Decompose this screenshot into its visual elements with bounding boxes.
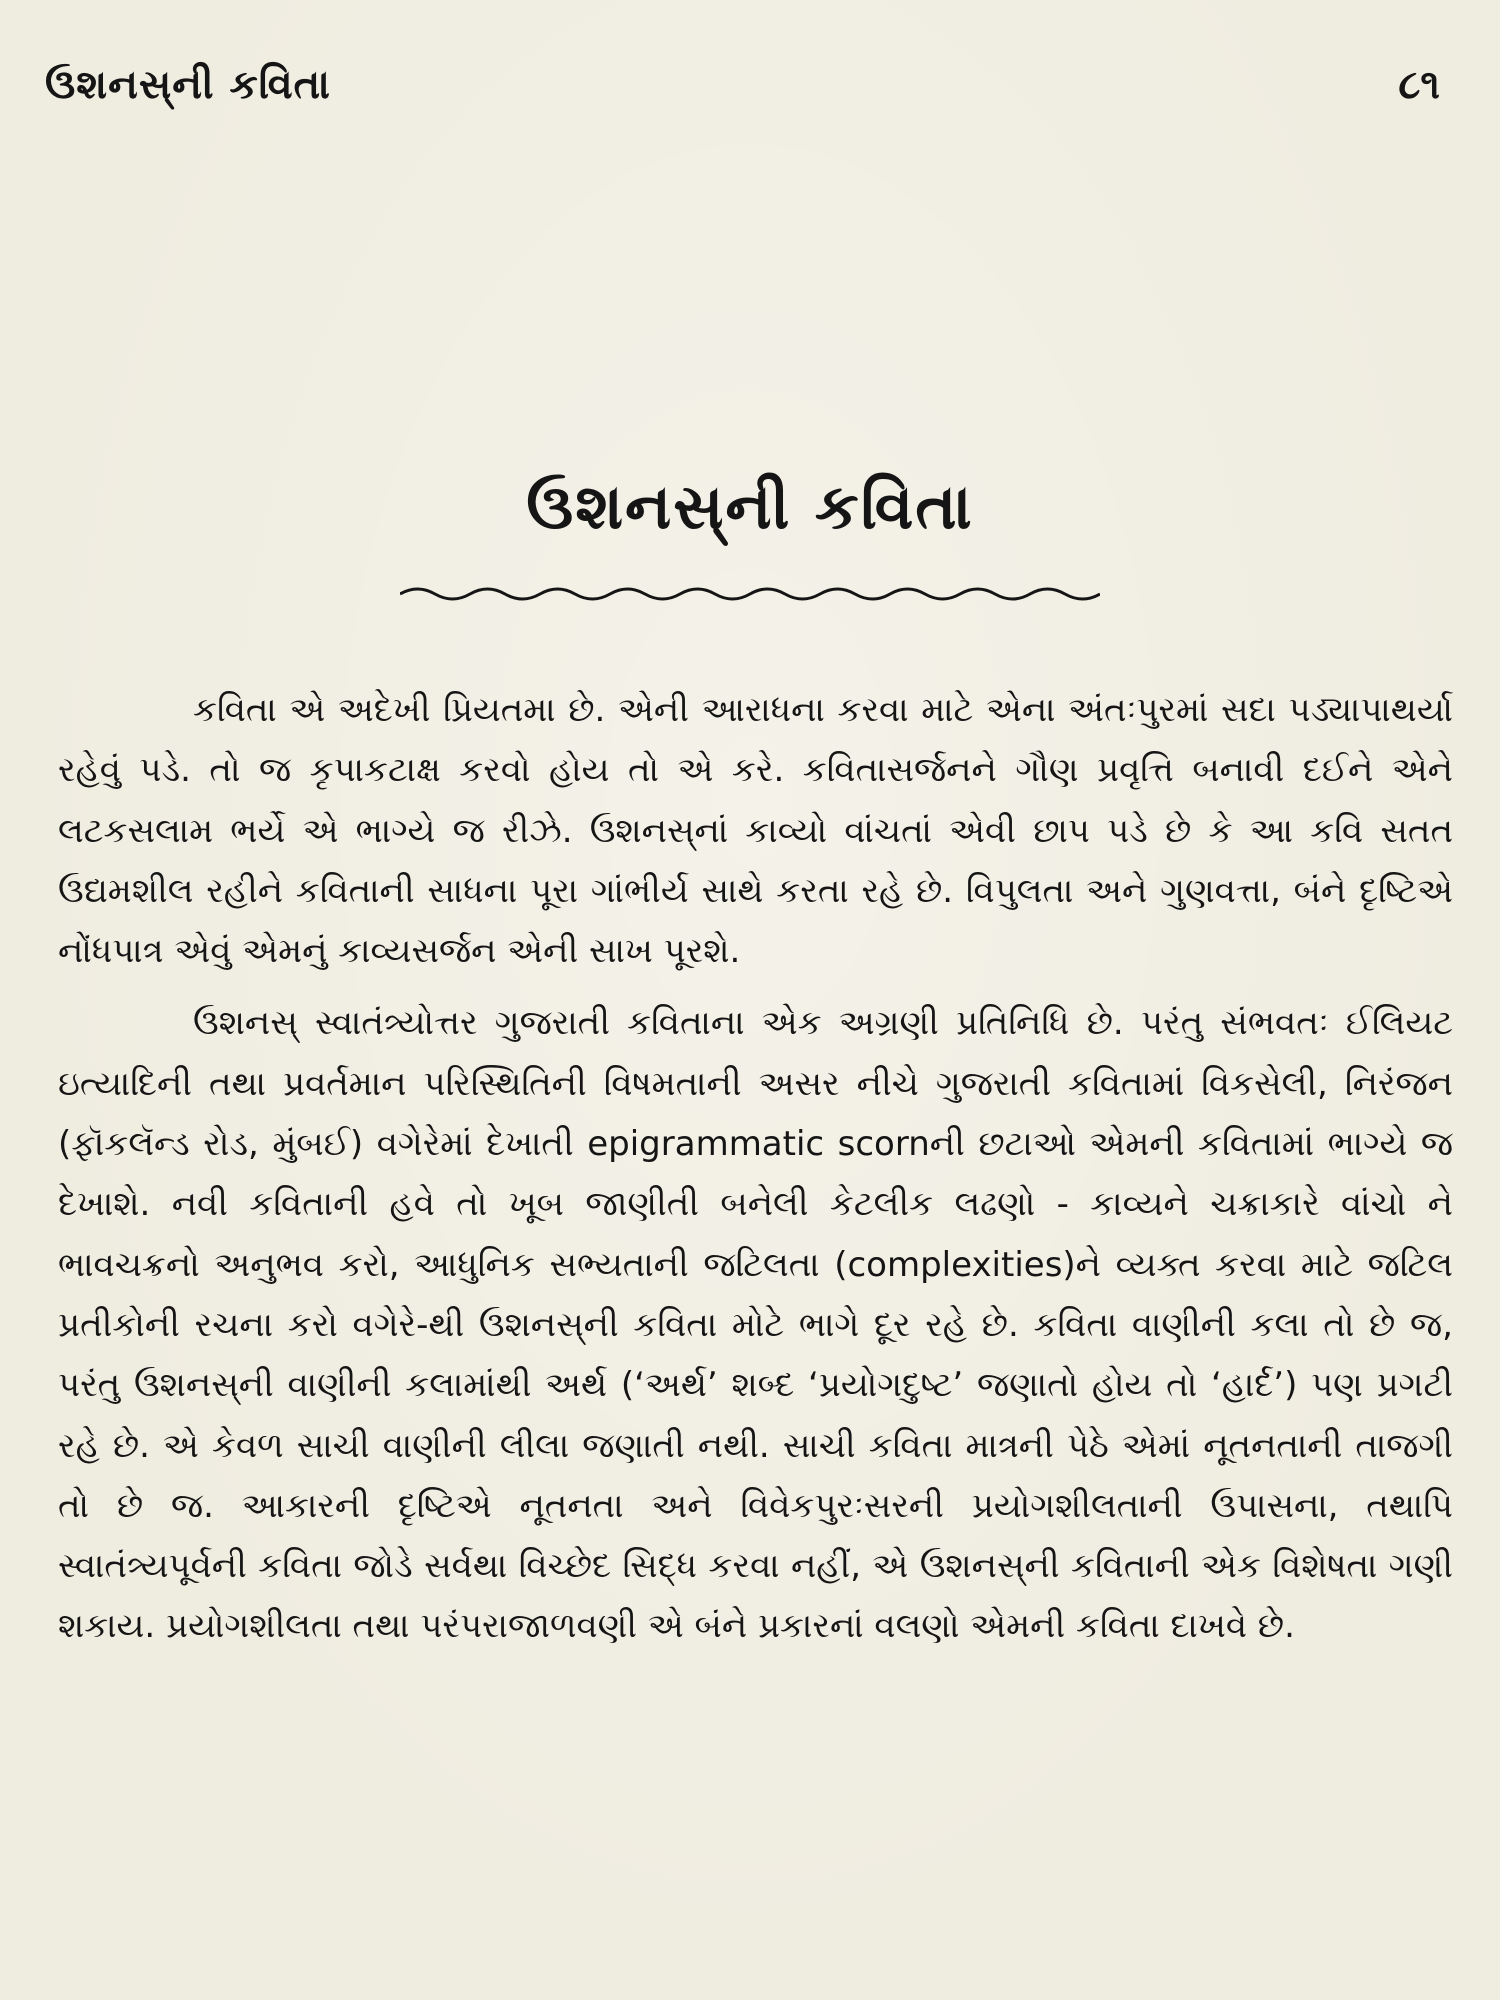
wavy-rule: [400, 582, 1100, 606]
body-text: [58, 680, 1453, 1669]
paragraph: ઉશનસ્‌ સ્વાતંત્ર્યોત્તર ગુજરાતી કવિતાના એક અગ્રણી પ્રતિનિધિ છે. પરંતુ સંભવતઃ ઈલિયટ ઇત્યાદિની તથા પ્રવર્તમાન પરિસ્થિતિની વિષમતાની અસર નીચે ગુજરાતી કવિતામાં વિકસેલી, નિરંજન (ફૉકલૅન્ડ રોડ, મુંબઈ) વગેરેમાં દેખાતી epigrammatic scornની છટાઓ એમની કવિતામાં ભાગ્યે જ દેખાશે. નવી કવિતાની હવે તો ખૂબ જાણીતી બનેલી કેટલીક લઢણો - કાવ્યને ચક્રાકારે વાંચો ને ભાવચક્રનો અનુભવ કરો, આધુનિક સભ્યતાની જટિલતા (complexities)ને વ્યક્ત કરવા માટે જટિલ પ્રતીકોની રચના કરો વગેરે-થી ઉશનસ્‌ની કવિતા મોટે ભાગે દૂર રહે છે. કવિતા વાણીની કલા તો છે જ, પરંતુ ઉશનસ્‌ની વાણીની કલામાંથી અર્થ (‘અર્થ’ શબ્દ ‘પ્રયોગદુષ્ટ’ જણાતો હોય તો ‘હાર્દ’) પણ પ્રગટી રહે છે. એ કેવળ સાચી વાણીની લીલા જણાતી નથી. સાચી કવિતા માત્રની પેઠે એમાં નૂતનતાની તાજગી તો છે જ. આકારની દૃષ્ટિએ નૂતનતા અને વિવેકપુરઃસરની પ્રયોગશીલતાની ઉપાસના, તથાપિ સ્વાતંત્ર્યપૂર્વની કવિતા જોડે સર્વથા વિચ્છેદ સિદ્ધ કરવા નહીં, એ ઉશનસ્‌ની કવિતાની એક વિશેષતા ગણી શકાય. પ્રયોગશીલતા તથા પરંપરાજાળવણી એ બંને પ્રકારનાં વલણો એમની કવિતા દાખવે છે.: [58, 1003, 1453, 1647]
running-header: [45, 62, 1440, 122]
paragraph: કવિતા એ અદેખી પ્રિયતમા છે. એની આરાધના કરવા માટે એના અંતઃપુરમાં સદા પડ્યાપાથર્યા રહેવું પડે. તો જ કૃપાકટાક્ષ કરવો હોય તો એ કરે. કવિતાસર્જનને ગૌણ પ્રવૃત્તિ બનાવી દઈને એને લટકસલામ ભર્યે એ ભાગ્યે જ રીઝે. ઉશનસ્‌નાં કાવ્યો વાંચતાં એવી છાપ પડે છે કે આ કવિ સતત ઉદ્યમશીલ રહીને કવિતાની સાધના પૂરા ગાંભીર્ય સાથે કરતા રહે છે. વિપુલતા અને ગુણવત્તા, બંને દૃષ્ટિએ નોંધપાત્ર એવું એમનું કાવ્યસર્જન એની સાખ પૂરશે.: [58, 690, 1453, 972]
chapter-title: ઉશનસ્‌ની કવિતા: [526, 470, 974, 543]
running-title: ઉશનસ્‌ની કવિતા: [45, 62, 331, 108]
page-number: ૮૧: [1398, 62, 1440, 108]
